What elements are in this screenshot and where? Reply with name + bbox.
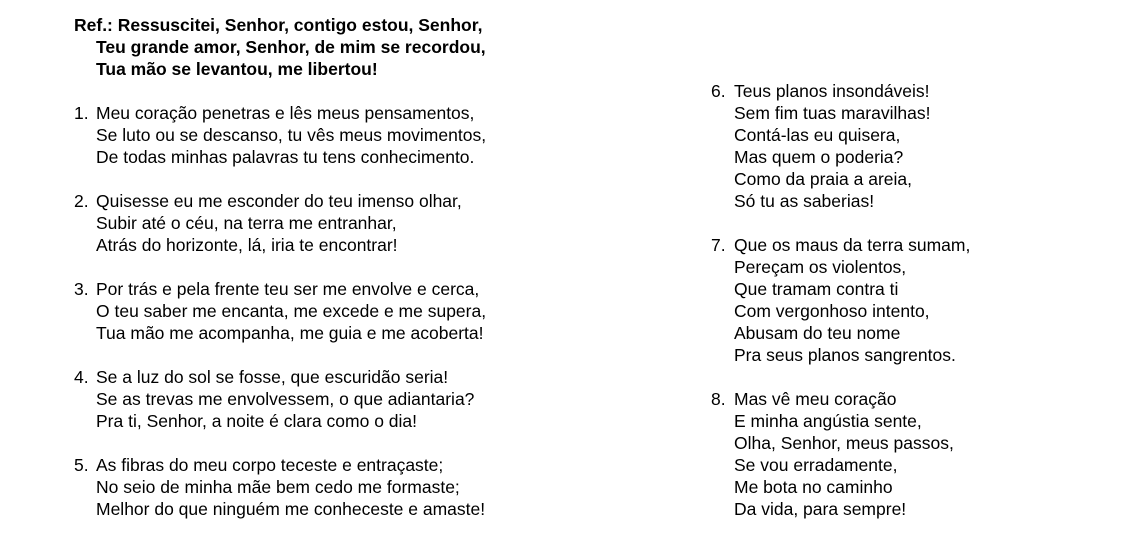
stanza-number: 7. — [711, 235, 726, 255]
stanza-line: Que tramam contra ti — [734, 279, 899, 299]
stanza-line: Pra ti, Senhor, a noite é clara como o dia! — [96, 411, 418, 431]
stanza-line — [74, 278, 486, 300]
refrain-line: Teu grande amor, Senhor, de mim se recordou, — [96, 37, 486, 57]
stanza-line: De todas minhas palavras tu tens conhecimento. — [96, 147, 475, 167]
stanza-line — [74, 190, 486, 212]
refrain-line: Tua mão se levantou, me libertou! — [96, 59, 378, 79]
refrain-line-text: Ressuscitei, Senhor, contigo estou, Senhor, — [117, 15, 483, 35]
stanza-line: Mas quem o poderia? — [734, 147, 904, 167]
stanza-line: Sem fim tuas maravilhas! — [734, 103, 931, 123]
stanza-line: Olha, Senhor, meus passos, — [734, 433, 954, 453]
refrain-label: Ref.: — [74, 15, 113, 35]
stanza-1 — [74, 102, 486, 168]
stanza-line: Com vergonhoso intento, — [734, 301, 930, 321]
stanza-line: Pra seus planos sangrentos. — [734, 345, 956, 365]
stanza-line: Da vida, para sempre! — [734, 499, 907, 519]
stanza-line: Tua mão me acompanha, me guia e me acoberta! — [96, 323, 484, 343]
refrain-line — [74, 14, 486, 36]
stanza-line: Melhor do que ninguém me conheceste e amaste! — [96, 499, 486, 519]
stanza-line-text: Mas vê meu coração — [734, 389, 897, 409]
stanza-line: Contá-las eu quisera, — [734, 125, 901, 145]
stanza-line-text: Que os maus da terra sumam, — [734, 235, 971, 255]
stanza-line: Como da praia a areia, — [734, 169, 913, 189]
stanza-number: 6. — [711, 81, 726, 101]
stanza-line — [711, 234, 970, 256]
stanza-line: Se vou erradamente, — [734, 455, 898, 475]
stanza-5 — [74, 454, 486, 520]
stanza-line — [74, 102, 486, 124]
stanza-8 — [711, 388, 970, 520]
stanza-line: Me bota no caminho — [734, 477, 893, 497]
stanza-line-text: Se a luz do sol se fosse, que escuridão seria! — [96, 367, 449, 387]
stanza-line-text: Teus planos insondáveis! — [734, 81, 930, 101]
stanza-number: 2. — [74, 191, 89, 211]
stanza-line: O teu saber me encanta, me excede e me supera, — [96, 301, 487, 321]
stanza-line: Subir até o céu, na terra me entranhar, — [96, 213, 397, 233]
stanza-line-text: Meu coração penetras e lês meus pensamentos, — [96, 103, 475, 123]
stanza-number: 5. — [74, 455, 89, 475]
right-column — [711, 80, 970, 542]
stanza-2 — [74, 190, 486, 256]
stanza-line: Só tu as saberias! — [734, 191, 875, 211]
stanza-number: 4. — [74, 367, 89, 387]
stanza-line: E minha angústia sente, — [734, 411, 922, 431]
stanza-3 — [74, 278, 486, 344]
stanza-line: Atrás do horizonte, lá, iria te encontrar! — [96, 235, 398, 255]
stanza-4 — [74, 366, 486, 432]
stanza-line-text: As fibras do meu corpo teceste e entraçaste; — [96, 455, 444, 475]
stanza-line-text: Quisesse eu me esconder do teu imenso olhar, — [96, 191, 462, 211]
stanza-7 — [711, 234, 970, 366]
left-column — [74, 14, 486, 542]
stanza-line — [711, 388, 970, 410]
stanza-6 — [711, 80, 970, 212]
stanza-number: 1. — [74, 103, 89, 123]
stanza-line: Se as trevas me envolvessem, o que adiantaria? — [96, 389, 475, 409]
stanza-line: Se luto ou se descanso, tu vês meus movimentos, — [96, 125, 487, 145]
stanza-number: 8. — [711, 389, 726, 409]
stanza-line — [711, 80, 970, 102]
refrain — [74, 14, 486, 80]
stanza-line: Pereçam os violentos, — [734, 257, 907, 277]
stanza-line — [74, 366, 486, 388]
stanza-number: 3. — [74, 279, 89, 299]
stanza-line-text: Por trás e pela frente teu ser me envolve e cerca, — [96, 279, 480, 299]
stanza-line: Abusam do teu nome — [734, 323, 901, 343]
stanza-line: No seio de minha mãe bem cedo me formaste; — [96, 477, 460, 497]
stanza-line — [74, 454, 486, 476]
